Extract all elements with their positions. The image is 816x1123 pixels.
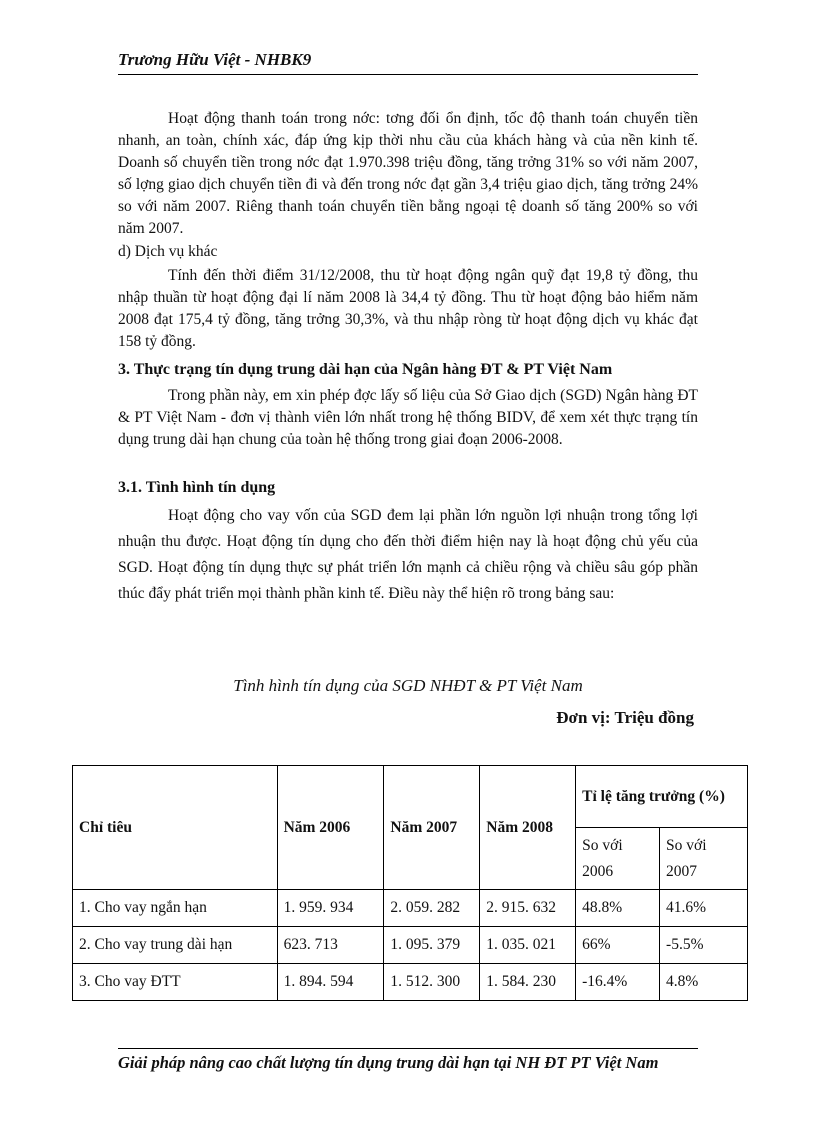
cell-2008: 2. 915. 632 — [480, 890, 576, 927]
header-2008: Năm 2008 — [480, 766, 576, 890]
page-header: Trương Hữu Việt - NHBK9 — [118, 50, 312, 69]
header-2007: Năm 2007 — [384, 766, 480, 890]
header-chi-tieu: Chỉ tiêu — [73, 766, 278, 890]
cell-growth-2007: 41.6% — [660, 890, 748, 927]
header-growth: Tỉ lệ tăng trưởng (%) — [576, 766, 748, 828]
paragraph-payment: Hoạt động thanh toán trong nớc: tơng đối ổn định, tốc độ thanh toán chuyển tiền nhanh, an toàn, chính xác, đáp ứng kịp thời nhu cầu của khách hàng và của nền kinh tế. Doanh số chuyển tiền trong nớc đạt 1.970.398 triệu đồng, tăng trởng 31% so với năm 2007, số lợng giao dịch chuyển tiền đi và đến trong nớc đạt gần 3,4 triệu giao dịch, tăng trởng 24% so với năm 2007. Riêng thanh toán chuyển tiền bằng ngoại tệ doanh số tăng 200% so với năm 2007. — [118, 110, 698, 237]
cell-growth-2006: 66% — [576, 927, 660, 964]
table-row — [73, 927, 748, 964]
cell-2007: 2. 059. 282 — [384, 890, 480, 927]
cell-growth-2007: 4.8% — [660, 964, 748, 1001]
paragraph-credit: Hoạt động cho vay vốn của SGD đem lại phần lớn nguồn lợi nhuận trong tổng lợi nhuận thu được. Hoạt động tín dụng cho đến thời điểm hiện nay là hoạt động chủ yếu của SGD. Hoạt động tín dụng thực sự phát triển lớn mạnh cả chiều rộng và chiều sâu góp phần thúc đẩy phát triển mọi thành phần kinh tế. Điều này thể hiện rõ trong bảng sau: — [118, 507, 698, 602]
page-footer: Giải pháp nâng cao chất lượng tín dụng trung dài hạn tại NH ĐT PT Việt Nam — [118, 1053, 659, 1072]
table-row — [73, 964, 748, 1001]
paragraph-other-services: Tính đến thời điểm 31/12/2008, thu từ hoạt động ngân quỹ đạt 19,8 tỷ đồng, thu nhập thuần từ hoạt động đại lí năm 2008 là 34,4 tỷ đồng. Thu từ hoạt động bảo hiểm năm 2008 đạt 175,4 tỷ đồng, tăng trởng 30,3%, và thu nhập ròng từ hoạt động dịch vụ khác đạt 158 tỷ đồng. — [118, 267, 698, 350]
paragraph-section-3: Trong phần này, em xin phép đợc lấy số liệu của Sở Giao dịch (SGD) Ngân hàng ĐT & PT Việt Nam - đơn vị thành viên lớn nhất trong hệ thống BIDV, để xem xét thực trạng tín dụng trung dài hạn chung của toàn hệ thống trong giai đoạn 2006-2008. — [118, 387, 698, 448]
cell-growth-2007: -5.5% — [660, 927, 748, 964]
header-vs-2007: So với 2007 — [660, 828, 748, 890]
row-name: 2. Cho vay trung dài hạn — [73, 927, 278, 964]
footer-divider — [118, 1048, 698, 1049]
cell-2008: 1. 584. 230 — [480, 964, 576, 1001]
credit-table — [72, 765, 748, 1001]
header-vs-2006: So với 2006 — [576, 828, 660, 890]
table-caption: Tình hình tín dụng của SGD NHĐT & PT Việt Nam — [233, 676, 583, 695]
heading-section-3: 3. Thực trạng tín dụng trung dài hạn của Ngân hàng ĐT & PT Việt Nam — [118, 361, 613, 378]
header-2006: Năm 2006 — [277, 766, 384, 890]
cell-2006: 623. 713 — [277, 927, 384, 964]
cell-growth-2006: 48.8% — [576, 890, 660, 927]
row-name: 3. Cho vay ĐTT — [73, 964, 278, 1001]
cell-2008: 1. 035. 021 — [480, 927, 576, 964]
subheading-other-services: d) Dịch vụ khác — [118, 243, 218, 260]
cell-2006: 1. 959. 934 — [277, 890, 384, 927]
cell-2007: 1. 095. 379 — [384, 927, 480, 964]
cell-growth-2006: -16.4% — [576, 964, 660, 1001]
table-row — [73, 890, 748, 927]
heading-section-3-1: 3.1. Tình hình tín dụng — [118, 479, 276, 496]
cell-2007: 1. 512. 300 — [384, 964, 480, 1001]
row-name: 1. Cho vay ngắn hạn — [73, 890, 278, 927]
header-divider — [118, 74, 698, 75]
cell-2006: 1. 894. 594 — [277, 964, 384, 1001]
table-unit: Đơn vị: Triệu đồng — [556, 708, 694, 727]
